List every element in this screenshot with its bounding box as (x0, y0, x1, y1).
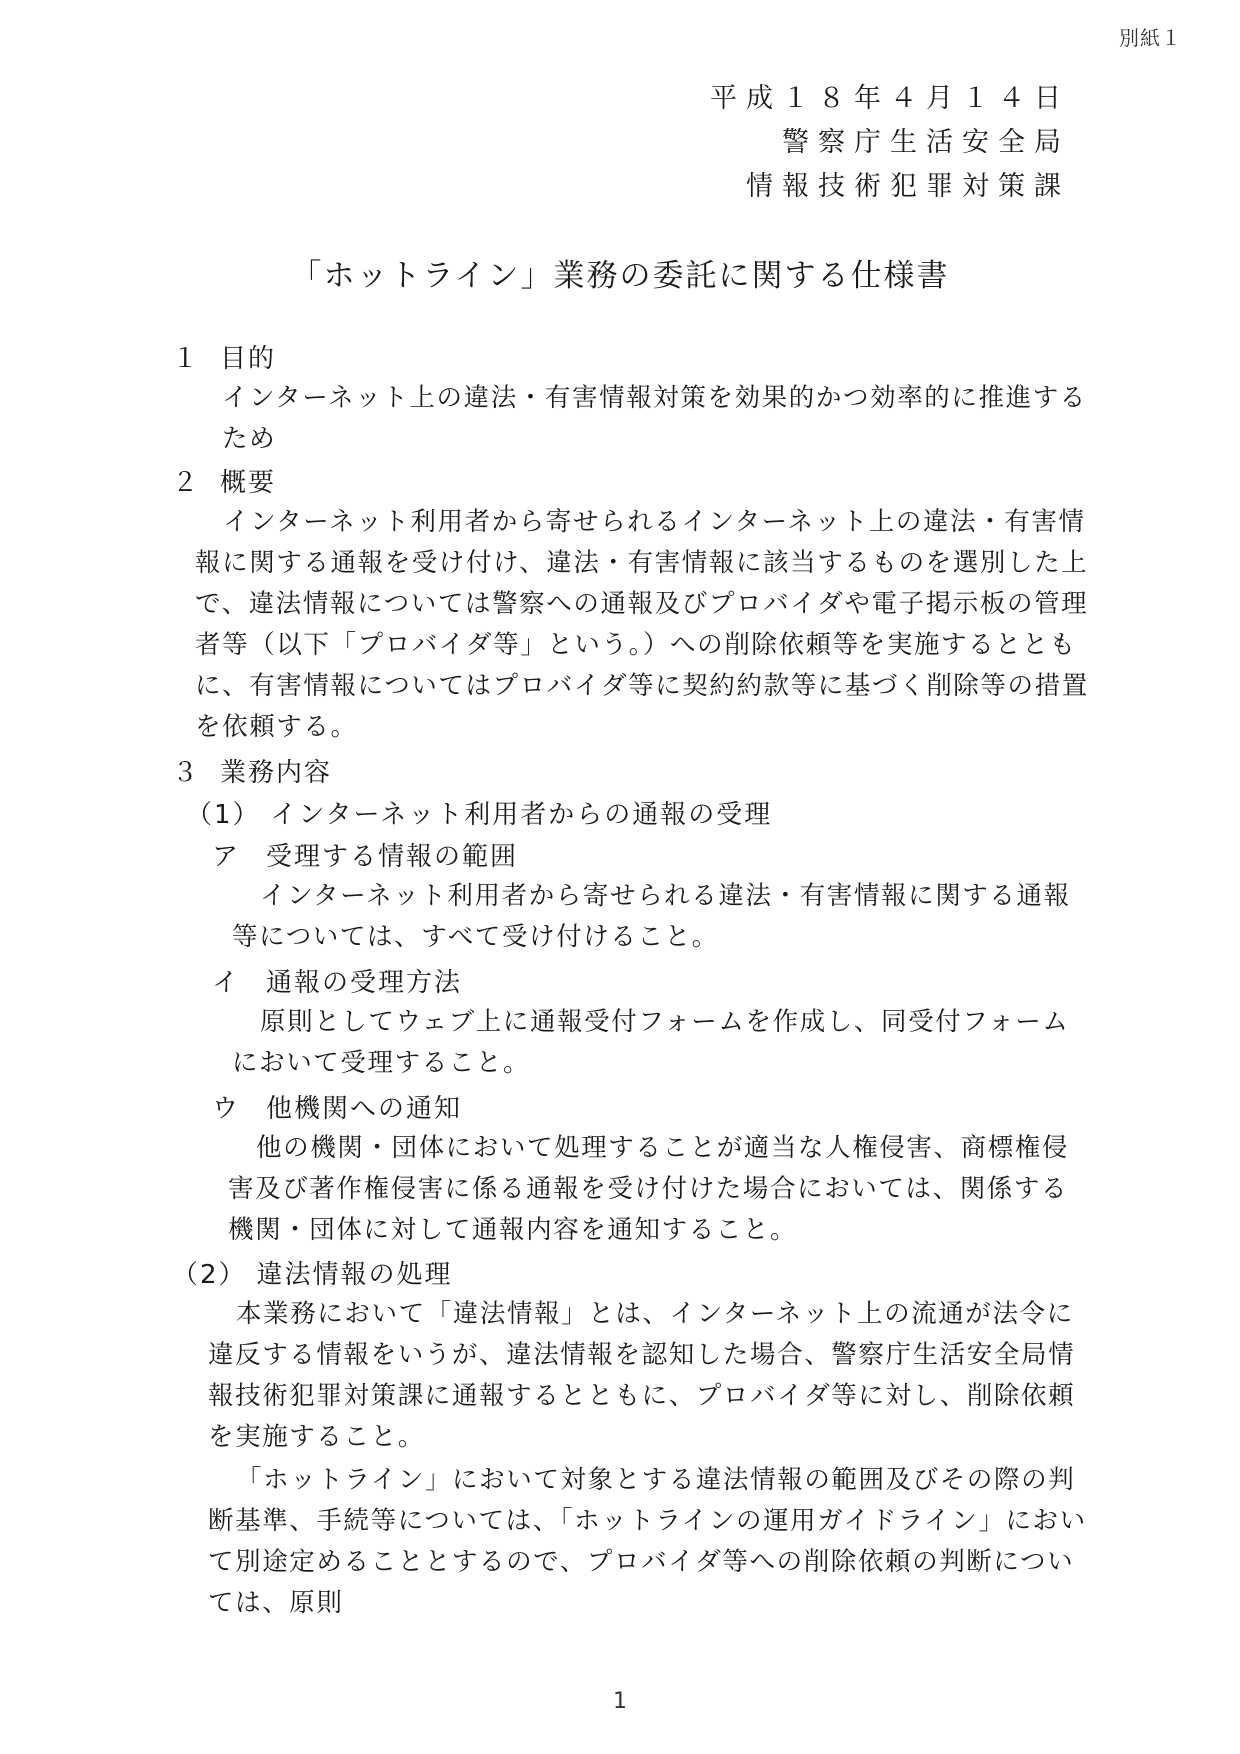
section-number: ３ (172, 758, 201, 788)
item-u-body: 他の機関・団体において処理することが適当な人権侵害、商標権侵害及び著作権侵害に係る通報を受け付けた場合においては、関係する機関・団体に対して通報内容を通知すること。 (228, 1133, 1070, 1245)
item-title: 通報の受理方法 (266, 968, 463, 998)
subsection-title: インターネット利用者からの通報の受理 (270, 800, 773, 830)
subsection-title: 違法情報の処理 (256, 1260, 453, 1290)
issuing-division: 情報技術犯罪対策課 (746, 171, 1070, 202)
subsection-2-heading (172, 1254, 453, 1291)
section-title: 目的 (220, 344, 277, 374)
item-title: 他機関への通知 (266, 1094, 463, 1124)
item-i-heading (212, 962, 462, 999)
issue-date: 平成１８年４月１４日 (710, 83, 1070, 114)
subsection-number: （1） (186, 800, 261, 830)
section-2-body: インターネット利用者から寄せられるインターネット上の違法・有害情報に関する通報を受け付け、違法・有害情報に該当するものを選別した上で、違法情報については警察への通報及びプロバイダや電子掲示板の管理者等（以下「プロバイダ等」という。）への削除依頼等を実施するとともに、有害情報についてはプロバイダ等に契約約款等に基づく削除等の措置を依頼する。 (195, 507, 1089, 742)
subsection-number: （2） (172, 1260, 247, 1290)
item-i-body: 原則としてウェブ上に通報受付フォームを作成し、同受付フォームにおいて受理すること。 (232, 1007, 1070, 1078)
subsection-2-body-2: 「ホットライン」において対象とする違法情報の範囲及びその際の判断基準、手続等については、「ホットラインの運用ガイドライン」において別途定めることとするので、プロバイダ等への削除依頼の判断については、原則 (208, 1465, 1087, 1618)
section-title: 業務内容 (220, 758, 333, 788)
section-number: ２ (172, 468, 201, 498)
item-u-heading (212, 1088, 462, 1125)
section-1-body: インターネット上の違法・有害情報対策を効果的かつ効率的に推進するため (222, 383, 1087, 454)
section-2-heading (172, 462, 276, 499)
section-1-heading (172, 338, 276, 375)
item-label: イ (212, 968, 241, 998)
item-label: ア (212, 842, 241, 872)
issuing-agency: 警察庁生活安全局 (782, 127, 1070, 158)
item-a-body: インターネット利用者から寄せられる違法・有害情報に関する通報等については、すべて受け付けること。 (232, 881, 1071, 952)
item-title: 受理する情報の範囲 (266, 842, 519, 872)
item-a-heading (212, 836, 518, 873)
section-3-heading (172, 752, 332, 789)
section-number: １ (172, 344, 201, 374)
subsection-1-heading (186, 794, 772, 831)
subsection-2-body-1: 本業務において「違法情報」とは、インターネット上の流通が法令に違反する情報をいうが、違法情報を認知した場合、警察庁生活安全局情報技術犯罪対策課に通報するとともに、プロバイダ等に対し、削除依頼を実施すること。 (208, 1299, 1076, 1452)
item-label: ウ (212, 1094, 241, 1124)
section-title: 概要 (220, 468, 277, 498)
attachment-label: 別紙１ (1119, 26, 1182, 50)
document-title: 「ホットライン」業務の委託に関する仕様書 (290, 258, 950, 294)
page-number: 1 (613, 1689, 627, 1714)
